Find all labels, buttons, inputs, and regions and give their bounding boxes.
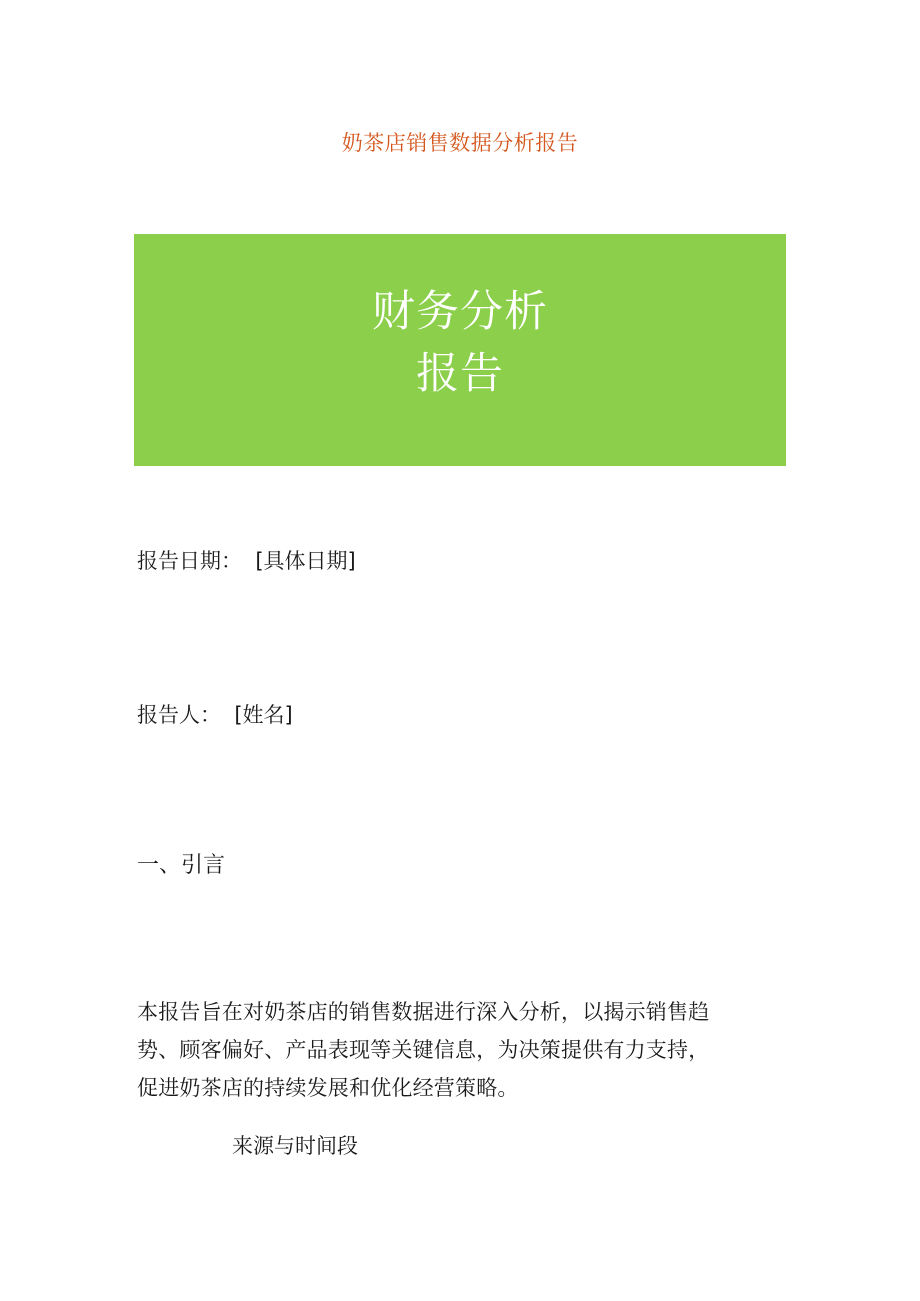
cover-title-line-1: 财务分析 (372, 287, 548, 337)
reporter-value: [姓名] (234, 703, 293, 727)
cover-banner (134, 234, 786, 466)
report-date-value: [具体日期] (255, 549, 356, 573)
report-date-field (137, 546, 356, 576)
intro-paragraph-line: 势、顾客偏好、产品表现等关键信息，为决策提供有力支持， (137, 1038, 710, 1062)
section-heading-intro: 一、引言 (137, 853, 226, 878)
intro-paragraph-line: 促进奶茶店的持续发展和优化经营策略。 (137, 1076, 519, 1100)
subheading-source-period: 来源与时间段 (232, 1134, 358, 1158)
report-date-label: 报告日期： (137, 549, 242, 573)
document-title: 奶茶店销售数据分析报告 (341, 131, 579, 155)
reporter-field (137, 700, 293, 730)
intro-paragraph (137, 993, 777, 1107)
intro-paragraph-line: 本报告旨在对奶茶店的销售数据进行深入分析，以揭示销售趋 (137, 1000, 710, 1024)
reporter-label: 报告人： (137, 703, 221, 727)
cover-title-line-2: 报告 (416, 349, 504, 399)
